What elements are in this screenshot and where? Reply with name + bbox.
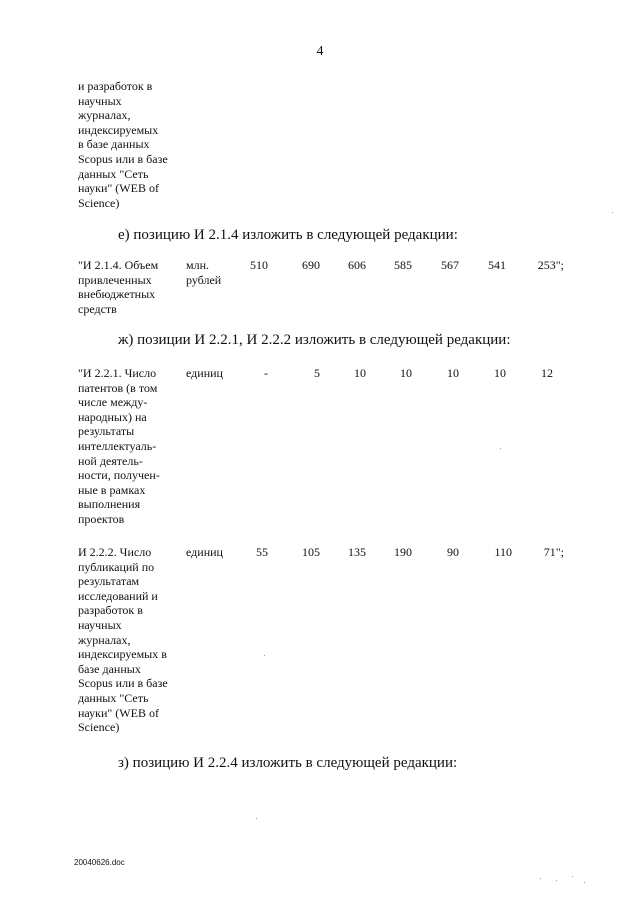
row-name-line: "И 2.2.1. Число <box>78 366 157 380</box>
scan-speck <box>256 818 257 819</box>
page-number: 4 <box>316 44 324 59</box>
continuation-line: науки" (WEB of <box>78 181 159 196</box>
instruction-z: з) позицию И 2.2.4 изложить в следующей редакции: <box>118 755 458 771</box>
row-name-line: разработок в <box>78 603 143 618</box>
row-unit-line: единиц <box>186 545 223 559</box>
instruction-zh: ж) позиции И 2.2.1, И 2.2.2 изложить в следующей редакции: <box>118 332 511 348</box>
row-name-line: "И 2.1.4. Объем <box>78 258 159 272</box>
row-name-line: данных "Сеть <box>78 690 149 705</box>
row-name-line: публикаций по <box>78 559 155 574</box>
value-cell: 510 <box>250 258 268 272</box>
value-cell: 5 <box>314 366 320 380</box>
row-name-line: базе данных <box>78 661 141 676</box>
row-name-line: Science) <box>78 720 120 735</box>
value-cell: 10 <box>400 366 412 380</box>
row-name-line: народных) на <box>78 409 147 424</box>
row-name-line: интеллектуаль- <box>78 438 157 453</box>
continuation-line: Scopus или в базе <box>78 151 168 166</box>
value-cell: - <box>264 366 268 380</box>
row-name-line: привлеченных <box>78 272 152 287</box>
row-name <box>78 366 182 527</box>
instruction-e: е) позицию И 2.1.4 изложить в следующей редакции: <box>118 227 458 243</box>
row-unit-line: рублей <box>186 272 222 287</box>
row-name-line: И 2.2.2. Число <box>78 545 152 559</box>
row-name-line: патентов (в том <box>78 380 158 395</box>
value-cell: 690 <box>302 258 320 272</box>
row-unit-line: единиц <box>186 366 223 380</box>
value-cell: 10 <box>494 366 506 380</box>
value-cell: 10 <box>447 366 459 380</box>
value-cell: 253"; <box>537 258 564 272</box>
scan-speck <box>612 212 613 213</box>
continuation-line: журналах, <box>78 108 131 123</box>
row-name-line: Scopus или в базе <box>78 676 168 691</box>
row-name <box>78 545 182 735</box>
row-name-line: ности, получен- <box>78 468 160 483</box>
value-cell: 190 <box>394 545 412 559</box>
row-name-line: индексируемых в <box>78 647 167 662</box>
continuation-line: научных <box>78 93 122 108</box>
row-name-line: результатам <box>78 574 140 589</box>
value-cell: 135 <box>348 545 366 559</box>
continuation-line: данных "Сеть <box>78 166 149 181</box>
row-name-line: научных <box>78 617 122 632</box>
scan-speck <box>572 876 573 877</box>
continuation-line: индексируемых <box>78 122 159 137</box>
value-cell: 12 <box>541 366 553 380</box>
scan-speck <box>540 878 541 879</box>
row-name <box>78 258 182 316</box>
scan-speck <box>584 882 585 883</box>
row-name-line: числе между- <box>78 395 148 410</box>
value-cell: 71"; <box>543 545 564 559</box>
row-name-line: ные в рамках <box>78 482 146 497</box>
value-cell: 541 <box>488 258 506 272</box>
row-name-line: журналах, <box>78 632 131 647</box>
row-name-line: науки" (WEB of <box>78 705 159 720</box>
value-cell: 606 <box>348 258 366 272</box>
value-cell: 110 <box>494 545 512 559</box>
value-cell: 10 <box>354 366 366 380</box>
row-name-line: проектов <box>78 511 125 526</box>
row-name-line: результаты <box>78 424 135 439</box>
row-name-line: исследований и <box>78 588 158 603</box>
row-unit-line: млн. <box>186 258 210 272</box>
scan-speck <box>264 655 265 656</box>
value-cell: 55 <box>256 545 268 559</box>
scan-speck <box>500 448 501 449</box>
value-cell: 567 <box>441 258 459 272</box>
scan-speck <box>556 880 557 881</box>
continuation-line: Science) <box>78 195 120 210</box>
row-name-line: внебюджетных <box>78 287 156 302</box>
value-cell: 90 <box>447 545 459 559</box>
value-cell: 585 <box>394 258 412 272</box>
footer-filename: 20040626.doc <box>74 858 125 867</box>
row-name-line: средств <box>78 301 117 316</box>
row-name-line: ной деятель- <box>78 453 143 468</box>
continuation-line: в базе данных <box>78 137 150 152</box>
row-name-line: выполнения <box>78 497 141 512</box>
value-cell: 105 <box>302 545 320 559</box>
continuation-line: и разработок в <box>78 79 153 93</box>
continuation-text <box>78 79 178 210</box>
